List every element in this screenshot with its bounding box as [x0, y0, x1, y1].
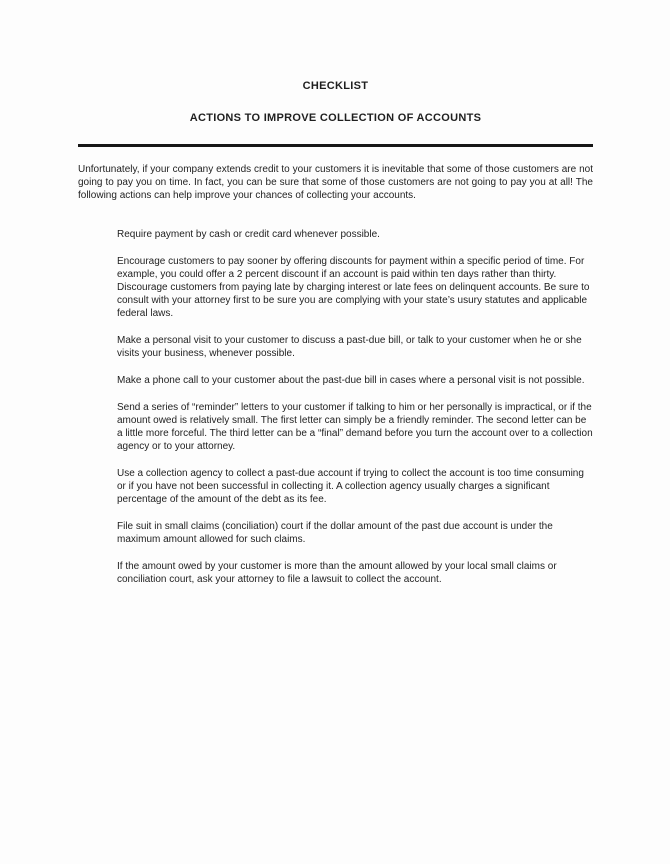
document-title: CHECKLIST [302, 80, 369, 92]
checklist-item-1: Require payment by cash or credit card whenever possible. [117, 229, 380, 240]
checklist-item-3: Make a personal visit to your customer to discuss a past-due bill, or talk to your customer when he or she visits your business, whenever possible. [117, 335, 582, 359]
checklist-item-6: Use a collection agency to collect a past-due account if trying to collect the account is too time consuming or if you have not been successful in collecting it. A collection agency usually charges a significant percentage of the amount of the debt as its fee. [117, 468, 584, 505]
checklist-item-7: File suit in small claims (conciliation) court if the dollar amount of the past due account is under the maximum amount allowed for such claims. [117, 521, 553, 545]
header-divider [78, 144, 593, 147]
checklist-item-2: Encourage customers to pay sooner by offering discounts for payment within a specific period of time. For example, you could offer a 2 percent discount if an account is paid within ten days rather than thirty. Discourage customers from paying late by charging interest or late fees on delinquent accounts. Be sure to consult with your attorney first to be sure you are complying with your state’s usury statutes and applicable federal laws. [117, 256, 590, 319]
intro-paragraph: Unfortunately, if your company extends credit to your customers it is inevitable that some of those customers are not going to pay you on time. In fact, you can be sure that some of those customers are not going to pay you at all! The following actions can help improve your chances of collecting your accounts. [78, 164, 593, 201]
checklist-item-4: Make a phone call to your customer about the past-due bill in cases where a personal visit is not possible. [117, 375, 585, 386]
document-subtitle: ACTIONS TO IMPROVE COLLECTION OF ACCOUNTS [189, 112, 482, 124]
checklist-item-5: Send a series of “reminder” letters to your customer if talking to him or her personally is impractical, or if the amount owed is relatively small. The first letter can simply be a friendly reminder. The second letter can be a little more forceful. The third letter can be a “final” demand before you turn the account over to a collection agency or to your attorney. [117, 402, 593, 452]
checklist-item-8: If the amount owed by your customer is more than the amount allowed by your local small claims or conciliation court, ask your attorney to file a lawsuit to collect the account. [117, 561, 557, 585]
document-header [78, 80, 593, 147]
checklist-items [78, 228, 593, 586]
